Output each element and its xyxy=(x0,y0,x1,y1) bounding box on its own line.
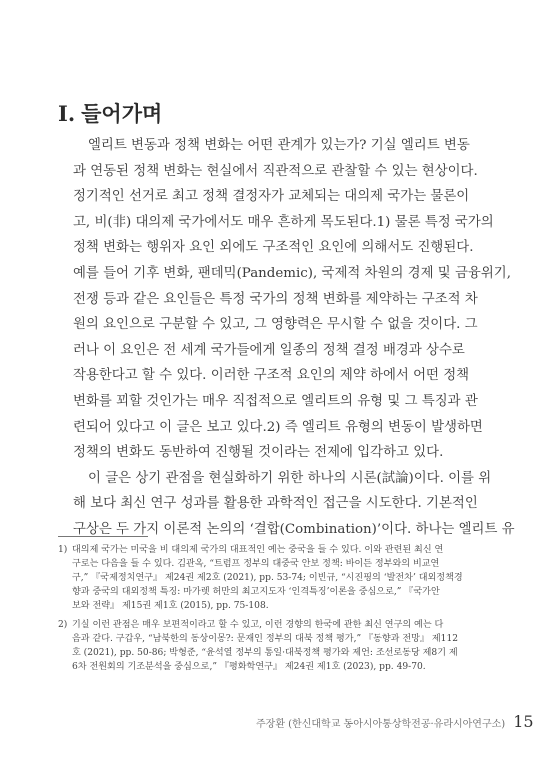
footnote-number: 2) xyxy=(58,620,68,630)
text-line: 정기적인 선거로 최고 정책 결정자가 교체되는 대의제 국가는 물론이 xyxy=(73,189,470,205)
text-line: 이 글은 상기 관점을 현실화하기 위한 하나의 시론(試論)이다. 이를 위 xyxy=(88,470,492,486)
footnote-text xyxy=(58,618,459,674)
text-line: 변화를 꾀할 것인가는 매우 직접적으로 엘리트의 유형 및 그 특징과 관 xyxy=(73,393,478,409)
paragraph-2 xyxy=(58,466,515,543)
section-number: Ⅰ. xyxy=(58,101,76,127)
text-line: 러나 이 요인은 전 세계 국가들에게 일종의 정책 결정 배경과 상수로 xyxy=(73,342,465,358)
footnotes xyxy=(58,543,463,679)
footnote-line: 6차 전원회의 기조분석을 중심으로,” 『평화학연구』 제24권 제1호 (2023), pp. 49-70. xyxy=(72,662,426,672)
text-line: 해 보다 최신 연구 성과를 활용한 과학적인 접근을 시도한다. 기본적인 xyxy=(73,496,478,512)
text-line: 정책 변화는 행위자 요인 외에도 구조적인 요인에 의해서도 진행된다. xyxy=(73,240,474,256)
footnote-line: 음과 같다. 구갑우, “남북한의 동상이몽?: 문재인 정부의 대북 정책 평가,” 『동향과 전망』 제112 xyxy=(72,634,459,644)
footnote-line: 대의제 국가는 미국을 비 대의제 국가의 대표적인 예는 중국을 들 수 있다. 이와 관련된 최신 연 xyxy=(72,545,444,555)
footnote-line: 향과 중국의 대외정책 특징: 마가렛 허만의 최고지도자 ‘인격특징’이론을 중심으로,” 『국가안 xyxy=(72,587,440,597)
text-line: 엘리트 변동과 정책 변화는 어떤 관계가 있는가? 기실 엘리트 변동 xyxy=(88,138,470,153)
running-footer-author: 주장환 (한신대학교 동아시아통상학전공·유라시아연구소) xyxy=(256,719,506,730)
footnote-text xyxy=(58,543,463,613)
footnote-line: 보와 전략』 제15권 제1호 (2015), pp. 75-108. xyxy=(72,601,269,611)
text-line: 정책의 변화도 동반하여 진행될 것이라는 전제에 입각하고 있다. xyxy=(73,445,444,461)
page-footer xyxy=(256,712,534,731)
footnote-line: 기실 이런 관점은 매우 보편적이라고 할 수 있고, 이런 경향의 한국에 관한 최신 연구의 예는 다 xyxy=(72,620,444,630)
footnote-line: 호 (2021), pp. 50-86; 박형준, “윤석열 정부의 통일·대북정책 평가와 제언: 조선로동당 제8기 제 xyxy=(72,648,458,658)
section-heading xyxy=(58,98,162,128)
body-text xyxy=(58,133,515,543)
text-line: 련되어 있다고 이 글은 보고 있다.2) 즉 엘리트 유형의 변동이 발생하면 xyxy=(73,419,483,435)
text-line: 예를 들어 기후 변화, 팬데믹(Pandemic), 국제적 차원의 경제 및 금융위기, xyxy=(73,265,511,281)
footnote-line: 구,” 『국제정치연구』 제24권 제2호 (2021), pp. 53-74; 이빈규, “시진핑의 ‘발전차’ 대외정책경 xyxy=(72,573,463,583)
footnote-1 xyxy=(58,543,463,613)
footnote-divider xyxy=(58,536,148,537)
footnote-line: 구로는 다음을 들 수 있다. 김관옥, “트럼프 정부의 대중국 안보 정책: 바이든 정부와의 비교연 xyxy=(72,559,440,569)
text-line: 과 연동된 정책 변화는 현실에서 직관적으로 관찰할 수 있는 현상이다. xyxy=(73,163,478,179)
page-number: 15 xyxy=(513,712,534,731)
text-line: 원의 요인으로 구분할 수 있고, 그 영향력은 무시할 수 없을 것이다. 그 xyxy=(73,317,478,333)
footnote-2 xyxy=(58,618,459,674)
section-title: 들어가며 xyxy=(81,101,163,127)
text-line: 전쟁 등과 같은 요인들은 특정 국가의 정책 변화를 제약하는 구조적 차 xyxy=(73,291,478,307)
footnote-number: 1) xyxy=(58,545,68,555)
paragraph-1 xyxy=(58,133,511,466)
text-line: 구상은 두 가지 이론적 논의의 ‘결합(Combination)’이다. 하나는 엘리트 유 xyxy=(73,521,515,537)
text-line: 고, 비(非) 대의제 국가에서도 매우 흔하게 목도된다.1) 물론 특정 국가의 xyxy=(73,214,494,230)
text-line: 작용한다고 할 수 있다. 이러한 구조적 요인의 제약 하에서 어떤 정책 xyxy=(73,368,470,384)
